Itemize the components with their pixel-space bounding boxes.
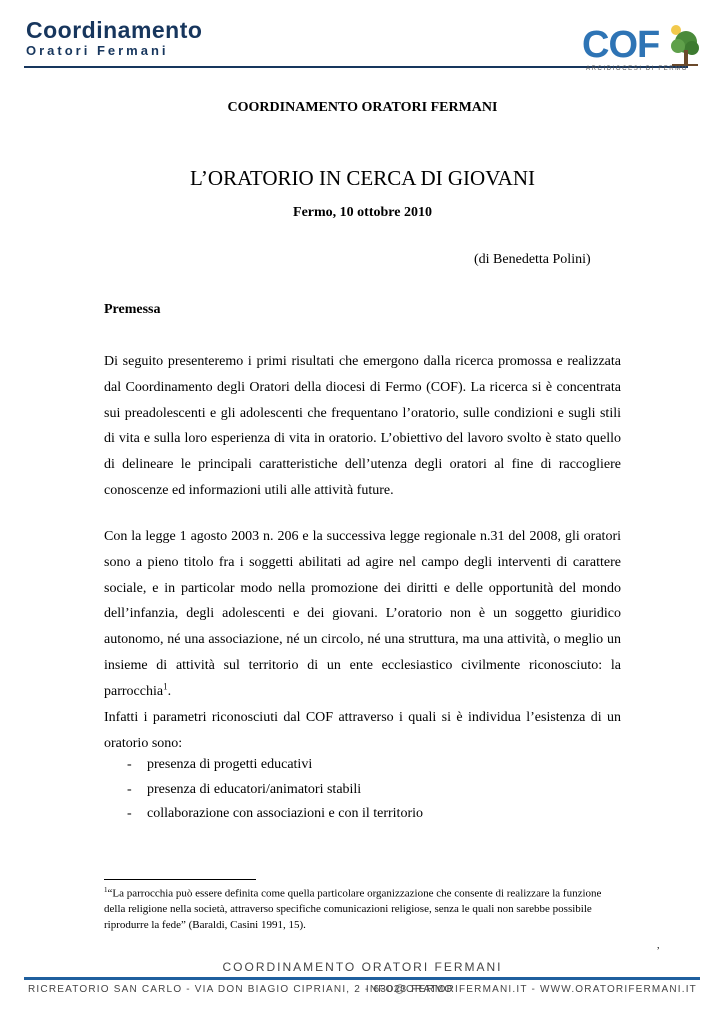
bullet-marker: -: [127, 757, 132, 772]
paragraph-1: Di seguito presenteremo i primi risultati che emergono dalla ricerca promossa e realizzata dal Coordinamento degli Oratori della diocesi di Fermo (COF). La ricerca si è concentrata sui preadolescenti e gli adolescenti che frequentano l’oratorio, sulle condizioni e sugli stili di vita e sulla loro esperienza di vita in oratorio. L’obiettivo del lavoro svolto è stato quello di delineare le principali caratteristiche dell’utenza degli oratori al fine di raccogliere conoscenze ed informazioni utili alle attività future.: [104, 354, 621, 498]
footnote-number: 1: [104, 886, 108, 894]
paragraph-2: [104, 524, 621, 705]
organization-heading: COORDINAMENTO ORATORI FERMANI: [227, 100, 498, 115]
criteria-list: [104, 753, 423, 827]
logo-text: COF: [582, 24, 660, 66]
section-heading: Premessa: [104, 302, 161, 317]
list-item: [104, 753, 423, 778]
paragraph-2-end: .: [167, 683, 172, 699]
document-title: L’ORATORIO IN CERCA DI GIOVANI: [190, 166, 535, 190]
document-date: Fermo, 10 ottobre 2010: [293, 205, 432, 220]
footer-address: RICREATORIO SAN CARLO - VIA DON BIAGIO CIPRIANI, 2 - 63023 FERMO: [28, 984, 454, 995]
tree-icon: [666, 24, 700, 68]
bullet-marker: -: [127, 781, 132, 797]
page-mark: ,: [657, 940, 660, 951]
footnote-separator: [104, 879, 256, 880]
author-line: (di Benedetta Polini): [474, 252, 591, 267]
logo-subtitle: ARCIDIOCESI DI FERMO: [586, 66, 689, 72]
footer-rule: [24, 977, 700, 980]
footer-title: COORDINAMENTO ORATORI FERMANI: [222, 960, 503, 974]
footnote: [104, 883, 624, 933]
brand-line-1: Coordinamento: [26, 17, 203, 43]
list-item: [104, 778, 423, 803]
footer-contact[interactable]: INFO@ORATORIFERMANI.IT - WWW.ORATORIFERMANI.IT: [365, 984, 697, 995]
list-item-text: presenza di progetti educativi: [147, 757, 313, 772]
brand-line-2: Oratori Fermani: [26, 43, 169, 58]
paragraph-2-text: Con la legge 1 agosto 2003 n. 206 e la successiva legge regionale n.31 del 2008, gli oratori sono a pieno titolo fra i soggetti abilitati ad agire nel campo degli interventi di carattere sociale, e in particolar modo nella promozione dei diritti e delle opportunità del mondo dell’infanzia, degli adolescenti e dei giovani. L’oratorio non è un soggetto giuridico autonomo, né una associazione, né un circolo, né una struttura, ma una attività, o meglio un insieme di attività sul territorio di un ente ecclesiastico civilmente riconosciuto: la parrocchia: [104, 529, 621, 699]
bullet-marker: -: [127, 806, 132, 821]
footnote-text: “La parrocchia può essere definita come quella particolare organizzazione che consente di realizzare la funzione della religione nella società, attraverso specifiche comunicazioni religiose, senza le quali non sarebbe possibile riprodurre la fede” (Baraldi, Casini 1991, 15).: [104, 887, 602, 931]
cof-logo: [582, 20, 702, 80]
paragraph-3: Infatti i parametri riconosciuti dal COF attraverso i quali si è individua l’esistenza di un oratorio sono:: [104, 710, 621, 751]
list-item-text: presenza di educatori/animatori stabili: [147, 781, 362, 797]
brand-wordmark: [26, 18, 202, 60]
list-item-text: collaborazione con associazioni e con il territorio: [147, 806, 424, 821]
footnote-ref-link[interactable]: 1: [163, 681, 168, 692]
list-item: [104, 802, 423, 827]
